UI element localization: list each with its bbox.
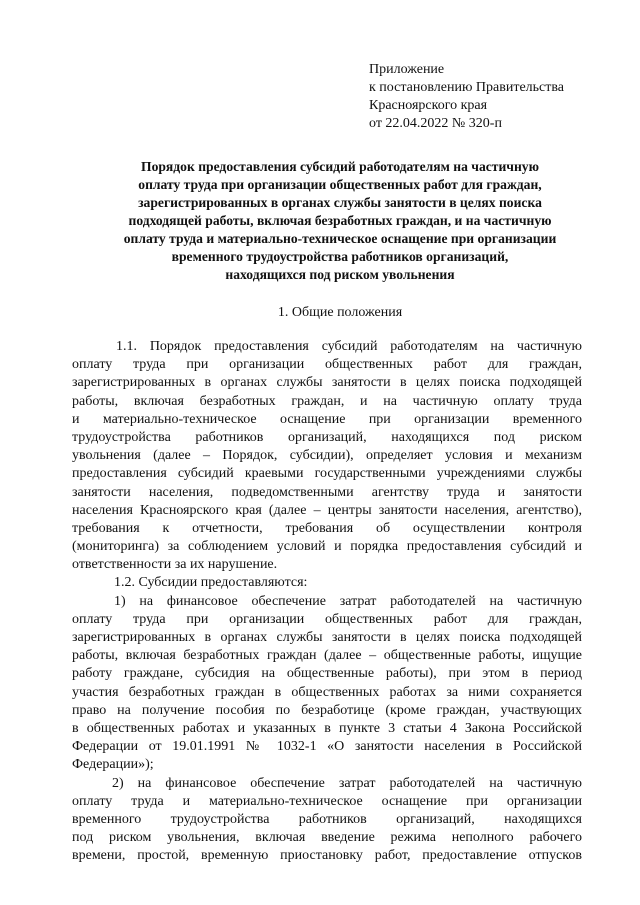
paragraph-line: 1.1. Порядок предоставления субсидий работодателям на частичную [116,339,582,354]
paragraph-line: времени, простой, временную приостановку работ, предоставление отпусков [72,848,582,864]
appendix-line: Приложение [369,62,445,77]
paragraph-line: работы, включая безработных граждан (далее – общественные работы, ищущие [72,648,582,664]
paragraph-line: населения Красноярского края (далее – центры занятости населения, агентство), [72,502,582,518]
appendix-line: Красноярского края [369,98,488,113]
paragraph-line: (мониторинга) за соблюдением условий и порядка предоставления субсидий и [72,539,582,555]
paragraph-line: право на получение пособия по безработице (кроме граждан, участвующих [72,702,582,718]
body-text [72,338,582,865]
document-title [70,158,610,284]
title-line: оплату труда при организации общественных работ для граждан, [138,177,542,192]
paragraph-line: зарегистрированных в органах службы занятости в целях поиска подходящей [72,375,582,391]
title-line: Порядок предоставления субсидий работодателям на частичную [141,159,539,174]
paragraph-line: 1.2. Субсидии предоставляются: [114,575,308,591]
paragraph-line: требования к отчетности, требования об осуществлении контроля [72,520,582,536]
appendix-line: от 22.04.2022 № 320-п [369,116,502,131]
paragraph-line: 2) на финансовое обеспечение затрат работодателей на частичную [112,775,582,791]
paragraph-line: под риском увольнения, включая введение режима неполного рабочего [72,830,582,846]
paragraph-line: оплату труда и материально-техническое оснащение при организации [72,793,582,809]
paragraph-line: и материально-техническое оснащение при организации временного [72,411,582,427]
title-line: находящихся под риском увольнения [225,267,455,282]
title-line: временного трудоустройства работников организаций, [171,249,509,264]
paragraph-line: Федерации»); [72,757,154,773]
appendix-line: к постановлению Правительства [369,80,565,95]
paragraph-line: зарегистрированных в органах службы занятости в целях поиска подходящей [72,630,582,645]
paragraph-line: предоставления субсидий краевыми государственными учреждениями службы [72,466,582,482]
title-line: оплату труда и материально-техническое оснащение при организации [123,231,557,246]
appendix-block [369,61,629,133]
paragraph-line: работы, включая безработных граждан, и на частичную оплату труда [72,393,582,409]
paragraph-line: оплату труда при организации общественных работ для граждан, [72,357,582,373]
title-line: зарегистрированных в органах службы занятости в целях поиска [138,195,542,210]
title-line: подходящей работы, включая безработных граждан, и на частичную [128,213,552,228]
paragraph-line: 1) на финансовое обеспечение затрат работодателей на частичную [114,593,582,609]
paragraph-line: работу граждане, субсидия на общественные работы), при этом в период [72,666,582,682]
paragraph-line: оплату труда при организации общественных работ для граждан, [72,611,582,627]
paragraph-line: увольнения (далее – Порядок, субсидии), определяет условия и механизм [72,448,582,464]
paragraph-line: в общественных работах и указанных в пункте 3 статьи 4 Закона Российской [72,720,582,736]
paragraph-line: Федерации от 19.01.1991 № 1032-1 «О занятости населения в Российской [72,739,582,755]
paragraph-line: занятости населения, подведомственными агентству труда и занятости [72,484,582,500]
paragraph-line: временного трудоустройства работников организаций, находящихся [72,811,582,827]
section-heading: 1. Общие положения [277,305,403,320]
paragraph-line: участия безработных граждан в общественных работах за ними сохраняется [72,684,582,700]
paragraph-line: ответственности за их нарушение. [72,557,278,573]
paragraph-line: трудоустройства работников организаций, находящихся под риском [72,429,582,445]
